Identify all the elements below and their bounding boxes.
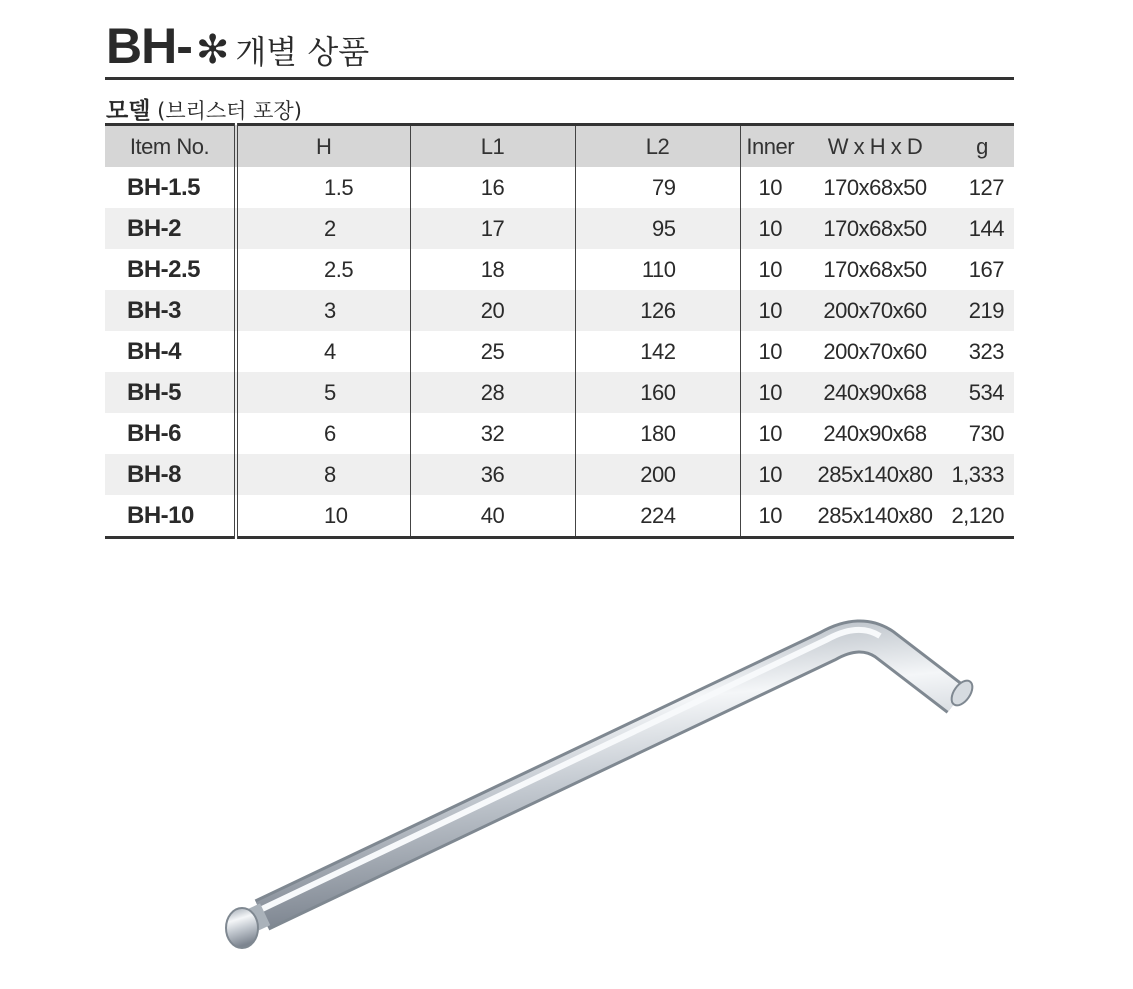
cell-l1: 25	[410, 331, 575, 372]
cell-l1: 20	[410, 290, 575, 331]
cell-inner: 10	[758, 256, 782, 282]
cell-l1: 36	[410, 454, 575, 495]
cell-item-no: BH-5	[105, 372, 236, 413]
cell-l2: 142	[575, 331, 740, 372]
header-inner: Inner	[740, 125, 800, 168]
cell-weight: 219	[950, 290, 1014, 331]
header-l2: L2	[575, 125, 740, 168]
cell-dimensions: 240x90x68	[823, 420, 927, 446]
cell-l1: 17	[410, 208, 575, 249]
title-label: 개별 상품	[235, 33, 370, 71]
cell-weight: 2,120	[951, 502, 1004, 528]
cell-h: 2	[236, 208, 410, 249]
header-h: H	[236, 125, 410, 168]
cell-l1: 40	[410, 495, 575, 538]
cell-item-no: BH-3	[105, 290, 236, 331]
cell-weight: 167	[968, 256, 1004, 282]
cell-h: 6	[236, 413, 410, 454]
cell-l2: 180	[575, 413, 740, 454]
cell-h: 5	[236, 372, 410, 413]
cell-weight: 323	[968, 338, 1004, 364]
cell-item-no: BH-8	[105, 454, 236, 495]
cell-dimensions: 170x68x50	[823, 174, 927, 200]
cell-l2: 160	[575, 372, 740, 413]
cell-inner: 10	[740, 290, 800, 331]
header-l1: L1	[410, 125, 575, 168]
cell-weight: 1,333	[950, 454, 1014, 495]
cell-weight: 730	[968, 420, 1004, 446]
cell-l2: 95	[575, 208, 740, 249]
cell-dimensions: 285x140x80	[800, 454, 950, 495]
cell-l2: 126	[575, 290, 740, 331]
cell-dimensions: 240x90x68	[800, 372, 950, 413]
cell-l1: 16	[410, 167, 575, 208]
cell-h: 10	[236, 495, 410, 538]
cell-h: 8	[236, 454, 410, 495]
cell-dimensions: 285x140x80	[817, 502, 933, 528]
cell-weight: 534	[950, 372, 1014, 413]
header-weight: g	[950, 125, 1014, 168]
cell-inner: 10	[740, 454, 800, 495]
cell-weight: 127	[968, 174, 1004, 200]
title-code: BH-	[106, 18, 192, 74]
cell-item-no: BH-2.5	[105, 249, 236, 290]
header-dimensions: W x H x D	[800, 125, 950, 168]
cell-inner: 10	[758, 338, 782, 364]
cell-item-no: BH-1.5	[105, 167, 236, 208]
cell-l1: 18	[410, 249, 575, 290]
header-item-no: Item No.	[105, 125, 236, 168]
cell-h: 4	[236, 331, 410, 372]
subtitle-rest: (브리스터 포장)	[157, 99, 302, 123]
subtitle-bold: 모델	[106, 98, 151, 124]
cell-inner: 10	[740, 372, 800, 413]
cell-inner: 10	[740, 208, 800, 249]
cell-dimensions: 170x68x50	[823, 256, 927, 282]
cell-dimensions: 200x70x60	[800, 290, 950, 331]
cell-inner: 10	[758, 502, 782, 528]
cell-inner: 10	[758, 420, 782, 446]
cell-item-no: BH-2	[105, 208, 236, 249]
cell-h: 3	[236, 290, 410, 331]
cell-inner: 10	[758, 174, 782, 200]
cell-h: 2.5	[236, 249, 410, 290]
cell-dimensions: 200x70x60	[823, 338, 927, 364]
cell-l1: 28	[410, 372, 575, 413]
cell-l2: 224	[575, 495, 740, 538]
cell-l2: 110	[575, 249, 740, 290]
asterisk-icon: ✻	[195, 28, 230, 72]
cell-item-no: BH-4	[105, 331, 236, 372]
cell-l2: 79	[575, 167, 740, 208]
cell-h: 1.5	[236, 167, 410, 208]
cell-weight: 144	[950, 208, 1014, 249]
cell-item-no: BH-6	[105, 413, 236, 454]
cell-l2: 200	[575, 454, 740, 495]
cell-l1: 32	[410, 413, 575, 454]
cell-dimensions: 170x68x50	[800, 208, 950, 249]
cell-item-no: BH-10	[105, 495, 236, 538]
